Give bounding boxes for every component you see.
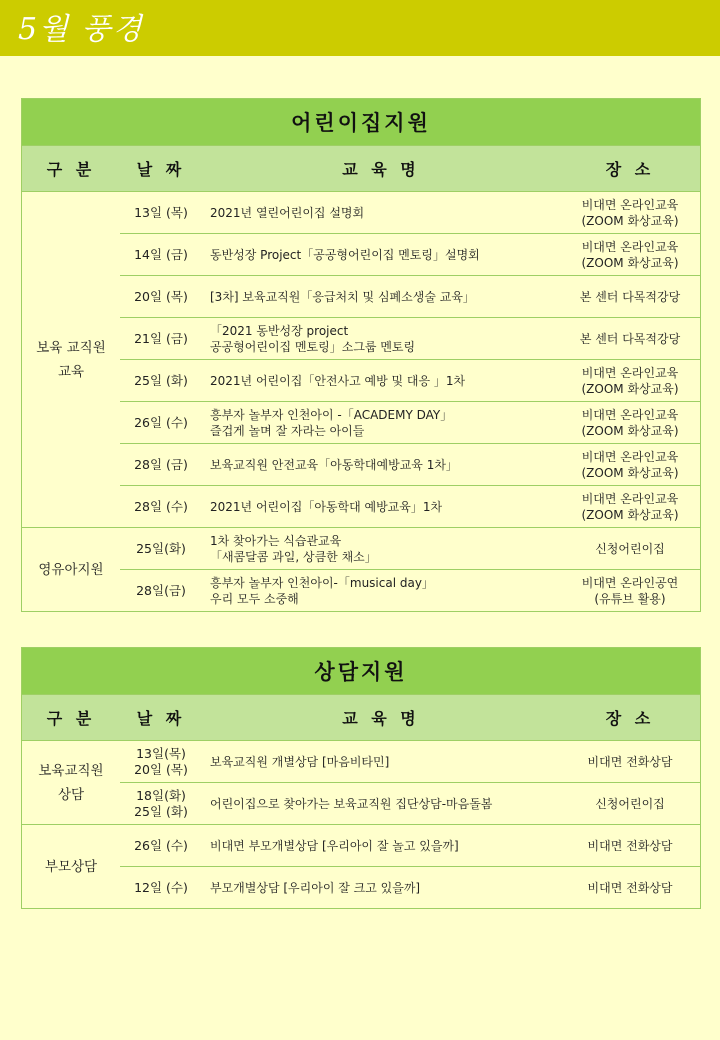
table-row <box>120 192 700 234</box>
table-row <box>120 276 700 318</box>
col-place: 장 소 <box>605 709 655 728</box>
text-line: 우리 모두 소중해 <box>210 591 299 606</box>
table-row <box>120 783 700 824</box>
text-line: 28일 (수) <box>134 498 188 514</box>
table-body <box>22 192 700 611</box>
text-line: 2021년 어린이집「아동학대 예방교육」1차 <box>210 499 443 514</box>
text-line: 2021년 열린어린이집 설명회 <box>210 205 365 220</box>
text-line: 공공형어린이집 멘토링」소그룹 멘토링 <box>210 339 416 354</box>
place-cell <box>560 331 700 347</box>
table-row <box>120 528 700 570</box>
page-title: 5월 풍경 <box>18 12 144 47</box>
date-cell <box>120 583 202 599</box>
date-cell <box>120 373 202 389</box>
program-cell <box>202 457 560 473</box>
place-cell <box>560 541 700 557</box>
text-line: 교육 <box>57 363 85 380</box>
text-line: 비대면 온라인교육 <box>581 449 679 464</box>
text-line: 신청어린이집 <box>595 541 665 556</box>
text-line: 21일 (금) <box>134 330 188 346</box>
category-label <box>45 855 97 879</box>
text-line: 비대면 온라인교육 <box>581 197 679 212</box>
group-category <box>22 528 120 611</box>
text-line: 비대면 부모개별상담 [우리아이 잘 놀고 있을까] <box>210 838 459 853</box>
row-group <box>22 528 700 611</box>
program-cell <box>202 289 560 305</box>
text-line: 「2021 동반성장 project <box>210 323 349 338</box>
text-line: 비대면 온라인교육 <box>581 239 679 254</box>
section-title: 어린이집지원 <box>22 99 700 146</box>
col-category: 구 분 <box>46 709 96 728</box>
col-program: 교 육 명 <box>342 160 420 179</box>
text-line: 「새콤달콤 과일, 상큼한 채소」 <box>210 549 377 564</box>
date-cell <box>120 331 202 347</box>
text-line: 13일 (목) <box>134 204 188 220</box>
place-cell <box>560 754 700 770</box>
date-cell <box>120 205 202 221</box>
col-category: 구 분 <box>46 160 96 179</box>
group-rows <box>120 192 700 527</box>
text-line: 흥부자 놀부자 인천아이-「musical day」 <box>210 575 434 590</box>
group-category <box>22 741 120 824</box>
text-line: 보육교직원 안전교육「아동학대예방교육 1차」 <box>210 457 458 472</box>
text-line: 본 센터 다목적강당 <box>579 331 681 346</box>
table-row <box>120 741 700 783</box>
text-line: 영유아지원 <box>38 561 104 578</box>
text-line: (ZOOM 화상교육) <box>581 381 679 396</box>
text-line: 상담 <box>57 786 85 803</box>
text-line: 비대면 전화상담 <box>587 880 673 895</box>
program-cell <box>202 838 560 854</box>
daycare-support-table <box>21 98 701 612</box>
place-cell <box>560 289 700 305</box>
text-line: 26일 (수) <box>134 414 188 430</box>
text-line: 동반성장 Project「공공형어린이집 멘토링」설명회 <box>210 247 480 262</box>
table-row <box>120 318 700 360</box>
table-row <box>120 360 700 402</box>
category-label <box>36 336 106 384</box>
program-cell <box>202 247 560 263</box>
place-cell <box>560 796 700 812</box>
category-label <box>38 558 103 582</box>
table-body <box>22 741 700 908</box>
table-row <box>120 867 700 908</box>
column-header-row <box>22 695 700 741</box>
place-cell <box>560 880 700 896</box>
group-rows <box>120 825 700 908</box>
date-cell <box>120 499 202 515</box>
table-row <box>120 486 700 527</box>
text-line: 본 센터 다목적강당 <box>579 289 681 304</box>
program-cell <box>202 323 560 355</box>
place-cell <box>560 239 700 271</box>
text-line: 보육 교직원 <box>36 339 106 356</box>
text-line: (유튜브 활용) <box>594 591 666 606</box>
date-cell <box>120 457 202 473</box>
text-line: 비대면 전화상담 <box>587 754 673 769</box>
text-line: 비대면 온라인공연 <box>581 575 679 590</box>
table-row <box>120 825 700 867</box>
place-cell <box>560 449 700 481</box>
text-line: [3차] 보육교직원「응급처치 및 심폐소생술 교육」 <box>210 289 475 304</box>
program-cell <box>202 407 560 439</box>
program-cell <box>202 499 560 515</box>
text-line: 18일(화) <box>136 787 186 803</box>
text-line: 비대면 온라인교육 <box>581 491 679 506</box>
program-cell <box>202 796 560 812</box>
text-line: 20일 (목) <box>134 761 188 777</box>
place-cell <box>560 491 700 523</box>
group-category <box>22 825 120 908</box>
place-cell <box>560 197 700 229</box>
text-line: 2021년 어린이집「안전사고 예방 및 대응 」1차 <box>210 373 466 388</box>
place-cell <box>560 575 700 607</box>
date-cell <box>120 788 202 820</box>
group-rows <box>120 528 700 611</box>
text-line: 부모개별상담 [우리아이 잘 크고 있을까] <box>210 880 421 895</box>
program-cell <box>202 880 560 896</box>
place-cell <box>560 407 700 439</box>
program-cell <box>202 373 560 389</box>
text-line: 흥부자 놀부자 인천아이 -「ACADEMY DAY」 <box>210 407 453 422</box>
program-cell <box>202 533 560 565</box>
text-line: 비대면 온라인교육 <box>581 365 679 380</box>
text-line: (ZOOM 화상교육) <box>581 255 679 270</box>
column-header-row <box>22 146 700 192</box>
text-line: 25일 (화) <box>134 803 188 819</box>
program-cell <box>202 205 560 221</box>
table-row <box>120 444 700 486</box>
date-cell <box>120 289 202 305</box>
text-line: 28일 (금) <box>134 456 188 472</box>
group-category <box>22 192 120 527</box>
text-line: 보육교직원 <box>38 762 104 779</box>
program-cell <box>202 754 560 770</box>
row-group <box>22 192 700 528</box>
text-line: (ZOOM 화상교육) <box>581 423 679 438</box>
text-line: 13일(목) <box>136 745 186 761</box>
place-cell <box>560 838 700 854</box>
place-cell <box>560 365 700 397</box>
date-cell <box>120 247 202 263</box>
text-line: 12일 (수) <box>134 879 188 895</box>
group-rows <box>120 741 700 824</box>
text-line: 28일(금) <box>136 582 186 598</box>
text-line: 20일 (목) <box>134 288 188 304</box>
text-line: 보육교직원 개별상담 [마음비타민] <box>210 754 390 769</box>
table-row <box>120 570 700 611</box>
date-cell <box>120 838 202 854</box>
col-date: 날 짜 <box>136 160 186 179</box>
date-cell <box>120 746 202 778</box>
program-cell <box>202 575 560 607</box>
text-line: (ZOOM 화상교육) <box>581 465 679 480</box>
text-line: 즐겁게 놀며 잘 자라는 아이들 <box>210 423 365 438</box>
text-line: 26일 (수) <box>134 837 188 853</box>
table-row <box>120 234 700 276</box>
date-cell <box>120 415 202 431</box>
col-place: 장 소 <box>605 160 655 179</box>
text-line: 비대면 온라인교육 <box>581 407 679 422</box>
text-line: 25일 (화) <box>134 372 188 388</box>
category-label <box>38 759 103 807</box>
text-line: 부모상담 <box>44 858 98 875</box>
text-line: 25일(화) <box>136 540 186 556</box>
col-program: 교 육 명 <box>342 709 420 728</box>
row-group <box>22 825 700 908</box>
table-row <box>120 402 700 444</box>
text-line: (ZOOM 화상교육) <box>581 507 679 522</box>
header-bar <box>0 0 720 56</box>
col-date: 날 짜 <box>136 709 186 728</box>
text-line: 어린이집으로 찾아가는 보육교직원 집단상담-마음돌봄 <box>210 796 493 811</box>
section-title: 상담지원 <box>22 648 700 695</box>
counseling-support-table <box>21 647 701 909</box>
row-group <box>22 741 700 825</box>
text-line: 1차 찾아가는 식습관교육 <box>210 533 342 548</box>
text-line: 신청어린이집 <box>595 796 665 811</box>
text-line: (ZOOM 화상교육) <box>581 213 679 228</box>
text-line: 14일 (금) <box>134 246 188 262</box>
date-cell <box>120 880 202 896</box>
date-cell <box>120 541 202 557</box>
text-line: 비대면 전화상담 <box>587 838 673 853</box>
